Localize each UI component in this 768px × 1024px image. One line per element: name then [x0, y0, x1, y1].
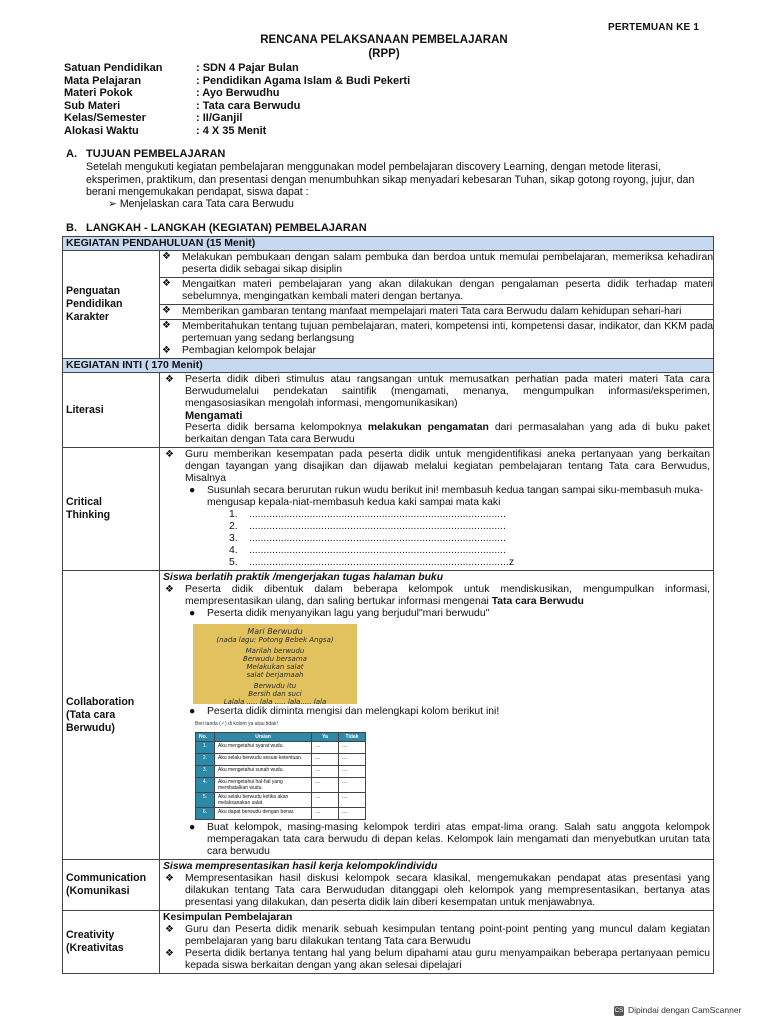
document-subtitle: (RPP) — [368, 48, 400, 60]
dot-bullet-icon: ● — [189, 485, 196, 496]
label-line: Creativity — [66, 929, 115, 941]
answer-blank: ......................................................................................... — [249, 533, 506, 544]
text-fragment: Peserta didik bersama kelompoknya — [185, 422, 368, 433]
activity-table — [62, 236, 714, 974]
checklist-row — [196, 742, 366, 754]
numbered-line — [163, 509, 710, 521]
checklist-no: 4. — [196, 778, 215, 793]
row-label-karakter — [63, 251, 160, 359]
table-header-row — [63, 237, 714, 251]
table-row — [63, 860, 714, 911]
checklist-no: 3. — [196, 766, 215, 778]
list-item — [160, 278, 713, 305]
label-line: (Tata cara — [66, 708, 116, 721]
label-line: Critical — [66, 496, 102, 508]
list-item-text: Memberitahukan tentang tujuan pembelajaran, materi, kompetensi inti, kompetensi dasar, indikator, dan KKM pada pertemuan yang sedang berlangsung — [182, 321, 713, 344]
info-value: : Tata cara Berwudu — [196, 99, 301, 112]
creativity-heading: Kesimpulan Pembelajaran — [163, 912, 293, 923]
section-a-heading — [66, 148, 225, 160]
checklist-blank[interactable]: .... — [339, 808, 366, 820]
checklist-row — [196, 778, 366, 793]
sub-list-item — [163, 608, 710, 620]
list-item — [160, 345, 713, 358]
checklist-col-uraian: Uraian — [215, 733, 312, 742]
checklist-row — [196, 793, 366, 808]
communication-content — [160, 860, 714, 911]
list-item — [160, 320, 713, 345]
line-number: 2. — [229, 521, 238, 532]
song-poster — [193, 624, 357, 704]
checklist-blank[interactable]: .... — [312, 754, 339, 766]
row-label-communication — [63, 860, 160, 911]
label-line: (Kreativitas — [66, 942, 124, 954]
info-label: Materi Pokok — [64, 87, 133, 100]
info-row — [64, 112, 410, 125]
objective-paragraph: Setelah mengukuti kegiatan pembelajaran menggunakan model pembelajaran discovery Learning, dengan metode literasi, eksperimen, praktikum, dan presentasi dengan menumbuhkan sikap menyadari kebesaran Tuhan, sikap gotong royong, jujur, dan berani mengemukakan pendapat, siswa dapat : — [86, 161, 695, 199]
objective-bullet-text: Menjelaskan cara Tata cara Berwudu — [119, 198, 294, 210]
identity-block — [64, 62, 410, 138]
scanner-watermark — [614, 1005, 741, 1016]
label-line: Collaboration — [66, 695, 135, 708]
list-item-text: Peserta didik dibentuk dalam beberapa kelompok untuk mendiskusikan, mengumpulkan informasi, mempresentasikan ulang, dan saling bertukar informasi mengenai — [185, 584, 710, 607]
row-label-collaboration — [63, 571, 160, 860]
line-number: 4. — [229, 545, 238, 556]
list-item-text: Memberikan gambaran tentang manfaat mempelajari materi Tata cara Berwudu dalam kehidupan sehari-hari — [182, 306, 682, 317]
table-row — [63, 911, 714, 974]
numbered-line — [163, 533, 710, 545]
mengamati-text — [163, 422, 710, 446]
arrow-bullet-icon: ➢ — [108, 198, 117, 210]
checklist-no: 6. — [196, 808, 215, 820]
checklist-blank[interactable]: .... — [339, 766, 366, 778]
list-item — [163, 584, 710, 608]
poster-line: Melakukan salat — [246, 663, 304, 671]
checklist-col-ya: Ya — [312, 733, 339, 742]
diamond-bullet-icon: ❖ — [162, 320, 171, 331]
checklist-table — [195, 732, 366, 820]
numbered-line — [163, 521, 710, 533]
list-item-text: Mempresentasikan hasil diskusi kelompok secara klasikal, mengemukakan pendapat atas presentasi yang dilakukan tentang Tata cara Berwududan ditanggapi oleh kelompok yang mempresentasikan, bertanya atas presentasi yang dilakukan, dan peserta didik lain diberi kesempatan untuk menjawabnya. — [185, 873, 710, 908]
diamond-bullet-icon: ❖ — [162, 305, 171, 316]
row-label-critical — [63, 448, 160, 571]
section-b-heading — [66, 222, 367, 234]
diamond-bullet-icon: ❖ — [165, 948, 174, 959]
table-row — [63, 251, 714, 359]
poster-line: Berwudu itu — [253, 682, 297, 690]
label-line: Penguatan — [66, 285, 121, 297]
section-title: TUJUAN PEMBELAJARAN — [86, 148, 226, 160]
diamond-bullet-icon: ❖ — [165, 374, 174, 385]
sub-list-text: Buat kelompok, masing-masing kelompok terdiri atas empat-lima orang. Salah satu anggota kelompok memperagakan tata cara berwudu di depan kelas. Kelompok lain mengamati dan menyebutkan urutan tata cara berwudu — [207, 822, 710, 857]
sub-list-item — [163, 822, 710, 858]
label-line: Communication — [66, 872, 147, 884]
text-fragment-bold: melakukan pengamatan — [367, 422, 489, 433]
checklist-text: Aku mengetahui sunah wudu. — [215, 766, 312, 778]
line-number: 5. — [229, 557, 238, 568]
checklist-blank[interactable]: .... — [339, 793, 366, 808]
info-label: Alokasi Waktu — [64, 124, 139, 137]
info-label: Satuan Pendidikan — [64, 62, 163, 74]
camscanner-icon: CS — [614, 1007, 624, 1014]
numbered-line — [163, 545, 710, 557]
table-row — [63, 448, 714, 571]
checklist-blank[interactable]: .... — [339, 754, 366, 766]
row-label-creativity — [63, 911, 160, 974]
literasi-content — [160, 373, 714, 448]
label-line: Pendidikan — [66, 298, 123, 310]
diamond-bullet-icon: ❖ — [165, 873, 174, 884]
info-label: Sub Materi — [64, 99, 121, 112]
checklist-row — [196, 766, 366, 778]
list-item — [160, 251, 713, 278]
pendahuluan-header: KEGIATAN PENDAHULUAN (15 Menit) — [63, 237, 714, 251]
dot-bullet-icon: ● — [189, 608, 196, 619]
poster-line: Lalala ..... lala ..... lala..... lala — [223, 698, 327, 706]
diamond-bullet-icon: ❖ — [162, 251, 171, 262]
poster-line: Berwudu bersama — [243, 655, 307, 663]
checklist-caption: Beri tanda (✓) di kolom ya atau tidak! — [195, 721, 278, 727]
objective-bullet — [108, 198, 294, 210]
poster-line: salat berjamaah — [246, 671, 304, 679]
checklist-col-tidak: Tidak — [339, 733, 366, 742]
text-fragment: dari permasalahan yang ada di buku paket berkaitan dengan Tata cara Berwudu — [185, 422, 711, 445]
list-item-text: Guru memberikan kesempatan pada peserta didik untuk mengidentifikasi aneka pertanyaan yang berkaitan dengan tayangan yang disajikan dan dijawab melalui kegiatan pembelajaran tentang Tata cara Berwudus, Misalnya — [185, 449, 710, 484]
section-number: B. — [66, 222, 77, 234]
sub-list-item — [163, 485, 710, 509]
checklist-blank[interactable]: .... — [312, 808, 339, 820]
critical-content — [160, 448, 714, 571]
label-line: Karakter — [66, 311, 109, 323]
inti-header: KEGIATAN INTI ( 170 Menit) — [63, 359, 714, 373]
answer-blank: ......................................................................................... — [249, 521, 506, 532]
label-line: Literasi — [66, 403, 104, 416]
line-number: 1. — [229, 509, 238, 520]
list-item — [163, 924, 710, 948]
info-row — [64, 125, 410, 138]
list-item-text: Peserta didik bertanya tentang hal yang belum dipahami atau guru menyampaikan beberapa pertanyaan pemicu kepada siswa berkaitan dengan yang akan selesai dipelajari — [185, 948, 710, 971]
collaboration-heading: Siswa berlatih praktik /mengerjakan tugas halaman buku — [163, 572, 444, 583]
info-value: : II/Ganjil — [196, 112, 243, 125]
info-value: : 4 X 35 Menit — [196, 124, 267, 137]
subheading-mengamati: Mengamati — [185, 410, 243, 422]
checklist-text: Aku selalu berwudu sesuai ketentuan. — [215, 754, 312, 766]
checklist-no: 2. — [196, 754, 215, 766]
checklist-no: 5. — [196, 793, 215, 808]
list-item-text: Guru dan Peserta didik menarik sebuah kesimpulan tentang point-point penting yang muncul dalam kegiatan pembelajaran yang baru dilakukan tentang Tata cara Berwudu — [185, 924, 710, 947]
info-label: Kelas/Semester — [64, 112, 146, 125]
checklist-no: 1. — [196, 742, 215, 754]
checklist-text: Aku dapat berwudu dengan benar. — [215, 808, 312, 820]
list-item-text: Peserta didik diberi stimulus atau rangsangan untuk memusatkan perhatian pada materi materi Tata cara Berwudumelalui pendekatan saintifik (mengamati, menanya, mengumpulkan informasi/eksperimen, mengasosiasikan mengolah informasi, mengomunikasikan) — [185, 374, 710, 409]
checklist-blank[interactable]: .... — [339, 778, 366, 793]
diamond-bullet-icon: ❖ — [162, 345, 171, 356]
diamond-bullet-icon: ❖ — [165, 449, 174, 460]
info-row — [64, 100, 410, 113]
meeting-label: PERTEMUAN KE 1 — [608, 22, 700, 33]
checklist-row — [196, 754, 366, 766]
dot-bullet-icon: ● — [189, 822, 196, 833]
info-value: : SDN 4 Pajar Bulan — [196, 62, 299, 74]
checklist-blank[interactable]: .... — [339, 742, 366, 754]
poster-line: Marilah berwudu — [245, 647, 305, 655]
checklist-blank[interactable]: .... — [312, 778, 339, 793]
answer-blank: ......................................................................................... — [249, 509, 506, 520]
list-item — [163, 873, 710, 909]
checklist-col-no: No. — [196, 733, 215, 742]
list-item-text: Pembagian kelompok belajar — [182, 345, 317, 356]
label-line: Thinking — [66, 509, 111, 521]
info-value: : Ayo Berwudhu — [196, 87, 280, 100]
pendahuluan-content — [160, 251, 714, 359]
answer-blank: ..........................................................................................z — [249, 557, 515, 568]
label-line: (Komunikasi — [66, 885, 130, 897]
label-line: Berwudu) — [66, 721, 115, 734]
diamond-bullet-icon: ❖ — [162, 278, 171, 289]
info-row — [64, 87, 410, 100]
info-label: Mata Pelajaran — [64, 74, 142, 87]
poster-line: Bersih dan suci — [248, 690, 302, 698]
document-title: RENCANA PELAKSANAAN PEMBELAJARAN — [260, 34, 508, 46]
sub-list-text: Susunlah secara berurutan rukun wudu berikut ini! membasuh kedua tangan sampai siku-membasuh muka-mengusap kepala-niat-membasuh kedua kaki sampai mata kaki — [207, 485, 704, 508]
checklist-row — [196, 808, 366, 820]
watermark-text: Dipindai dengan CamScanner — [628, 1005, 742, 1015]
checklist-blank[interactable]: .... — [312, 793, 339, 808]
checklist-blank[interactable]: .... — [312, 742, 339, 754]
checklist-header — [196, 733, 366, 742]
list-item-bold: Tata cara Berwudu — [491, 596, 584, 607]
checklist-text: Aku mengetahui syarat wudu. — [215, 742, 312, 754]
list-item — [163, 374, 710, 410]
answer-blank: ......................................................................................... — [249, 545, 506, 556]
checklist-text: Aku selalu berwudu ketika akan melaksanakan salat. — [215, 793, 312, 808]
creativity-content — [160, 911, 714, 974]
sub-list-text: Peserta didik diminta mengisi dan melengkapi kolom berikut ini! — [207, 706, 500, 717]
info-row — [64, 62, 410, 75]
list-item-text: Mengaitkan materi pembelajaran yang akan dilakukan dengan pengalaman peserta didik terhadap materi sebelumnya, mengingatkan kembali materi dengan bertanya. — [182, 279, 713, 302]
table-row — [63, 373, 714, 448]
table-header-row — [63, 359, 714, 373]
collaboration-content — [160, 571, 714, 860]
line-number: 3. — [229, 533, 238, 544]
list-item — [160, 305, 713, 320]
list-item — [163, 449, 710, 485]
numbered-line — [163, 557, 710, 569]
list-item-text: Melakukan pembukaan dengan salam pembuka dan berdoa untuk memulai pembelajaran, memeriksa kehadiran peserta didik sebagai sikap disiplin — [182, 252, 713, 275]
checklist-blank[interactable]: .... — [312, 766, 339, 778]
section-title: LANGKAH - LANGKAH (KEGIATAN) PEMBELAJARAN — [86, 222, 367, 234]
sub-list-item — [163, 706, 710, 718]
section-number: A. — [66, 148, 77, 160]
sub-list-text: Peserta didik menyanyikan lagu yang berjudul"mari berwudu" — [207, 608, 490, 619]
table-row — [63, 571, 714, 860]
checklist-text: Aku mengetahui hal-hal yang membatalkan wudu. — [215, 778, 312, 793]
dot-bullet-icon: ● — [189, 706, 196, 717]
poster-subtitle: (nada lagu: Potong Bebek Angsa) — [216, 636, 334, 644]
poster-title: Mari Berwudu — [247, 627, 303, 636]
communication-heading: Siswa mempresentasikan hasil kerja kelompok/individu — [163, 861, 438, 872]
row-label-literasi — [63, 373, 160, 448]
diamond-bullet-icon: ❖ — [165, 924, 174, 935]
list-item — [163, 948, 710, 972]
diamond-bullet-icon: ❖ — [165, 584, 174, 595]
info-row — [64, 75, 410, 88]
info-value: : Pendidikan Agama Islam & Budi Pekerti — [196, 74, 411, 87]
